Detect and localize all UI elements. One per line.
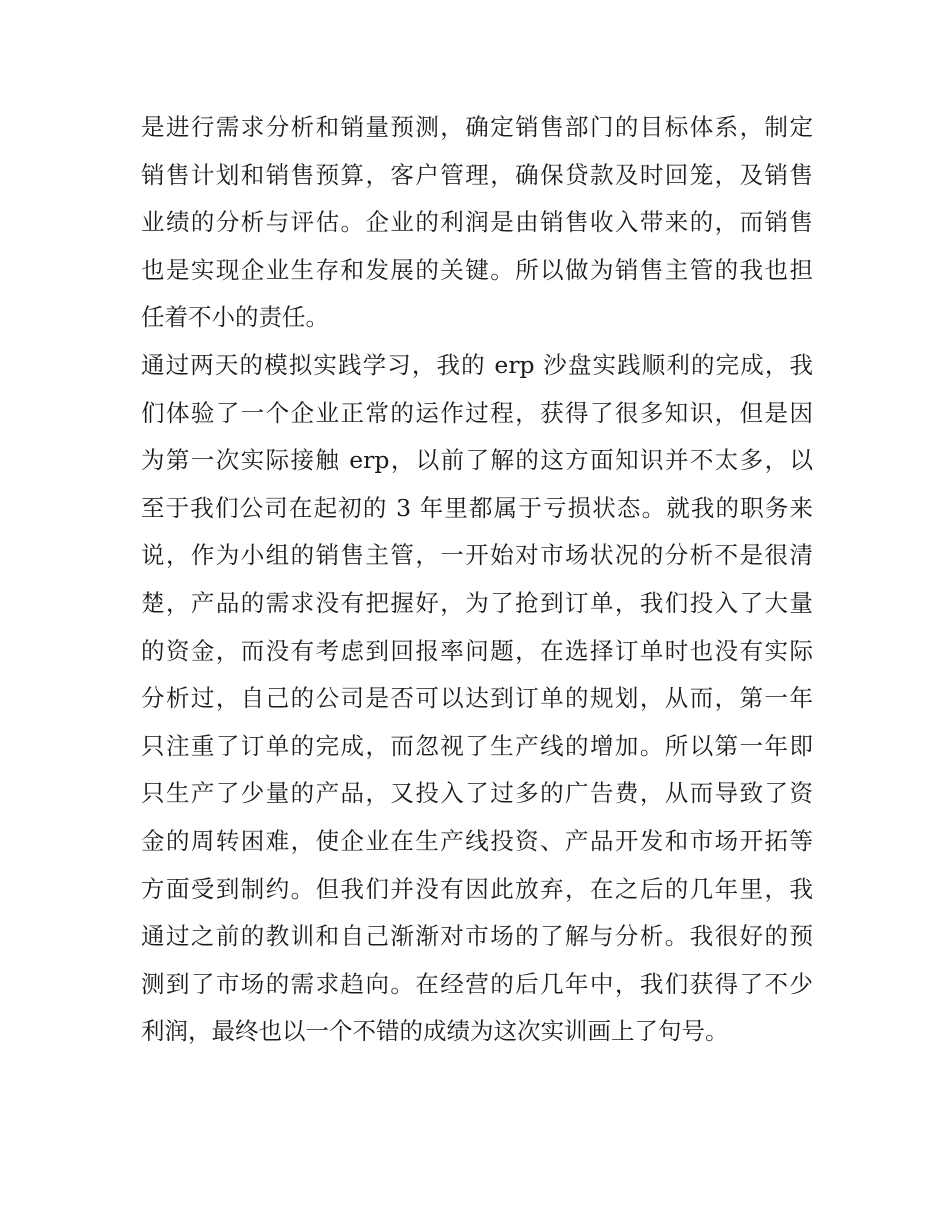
text-line: 分析过，自己的公司是否可以达到订单的规划，从而，第一年 [141,684,813,713]
text-line: 业绩的分析与评估。企业的利润是由销售收入带来的，而销售 [141,208,813,237]
text-line: 通过之前的教训和自己渐渐对市场的了解与分析。我很好的预 [141,922,813,951]
text-line: 的资金，而没有考虑到回报率问题，在选择订单时也没有实际 [141,636,813,665]
text-line: 通过两天的模拟实践学习，我的 erp 沙盘实践顺利的完成，我 [141,350,813,379]
text-line: 是进行需求分析和销量预测，确定销售部门的目标体系，制定 [141,113,813,141]
text-line: 测到了市场的需求趋向。在经营的后几年中，我们获得了不少 [141,969,813,998]
text-line: 任着不小的责任。 [141,303,329,332]
text-line: 说，作为小组的销售主管，一开始对市场状况的分析不是很清 [141,541,813,570]
text-line: 也是实现企业生存和发展的关键。所以做为销售主管的我也担 [141,255,813,284]
paragraph-2 [141,342,813,1056]
text-line: 楚，产品的需求没有把握好，为了抢到订单，我们投入了大量 [141,588,813,617]
text-line: 利润，最终也以一个不错的成绩为这次实训画上了句号。 [141,1017,729,1046]
text-line: 至于我们公司在起初的 3 年里都属于亏损状态。就我的职务来 [141,493,813,522]
text-line: 金的周转困难，使企业在生产线投资、产品开发和市场开拓等 [141,826,813,855]
paragraph-1 [141,104,813,342]
text-line: 们体验了一个企业正常的运作过程，获得了很多知识，但是因 [141,398,813,427]
text-line: 只生产了少量的产品，又投入了过多的广告费，从而导致了资 [141,779,813,808]
text-line: 为第一次实际接触 erp，以前了解的这方面知识并不太多，以 [141,446,813,475]
text-line: 方面受到制约。但我们并没有因此放弃，在之后的几年里，我 [141,874,813,903]
text-line: 销售计划和销售预算，客户管理，确保贷款及时回笼，及销售 [141,160,813,189]
text-line: 只注重了订单的完成，而忽视了生产线的增加。所以第一年即 [141,731,813,760]
document-body [141,104,813,1056]
